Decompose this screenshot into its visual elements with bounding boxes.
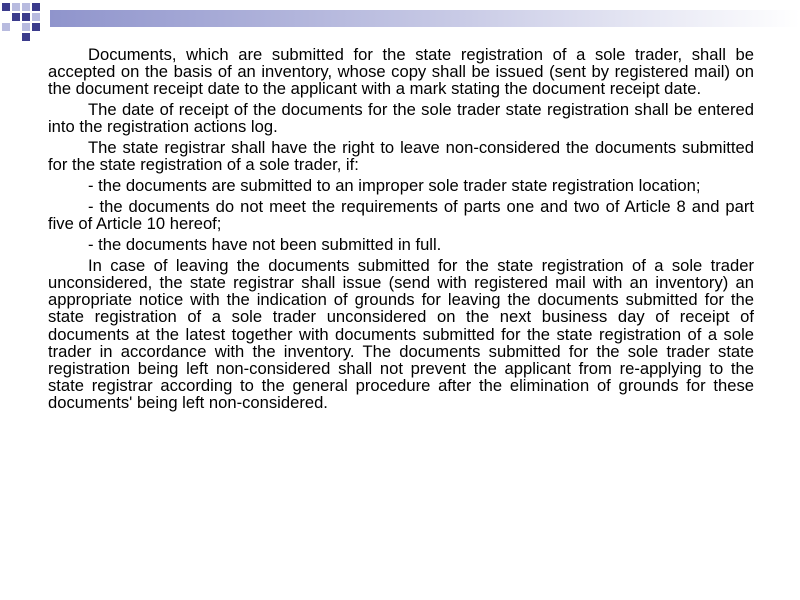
deco-square — [32, 13, 40, 21]
deco-square — [2, 3, 10, 11]
deco-square — [12, 13, 20, 21]
document-body — [48, 46, 754, 415]
deco-square — [22, 23, 30, 31]
deco-square — [12, 3, 20, 11]
paragraph: The state registrar shall have the right to leave non-considered the documents submitted for the state registration of a sole trader, if: — [48, 138, 754, 175]
paragraph: The date of receipt of the documents for the sole trader state registration shall be entered into the registration actions log. — [48, 100, 754, 137]
deco-square — [22, 13, 30, 21]
list-item: - the documents are submitted to an improper sole trader state registration location; — [88, 176, 701, 196]
header-decoration — [0, 0, 800, 48]
deco-square — [32, 3, 40, 11]
deco-square — [22, 3, 30, 11]
list-item: - the documents do not meet the requirements of parts one and two of Article 8 and part five of Article 10 hereof; — [48, 197, 754, 234]
deco-square — [22, 33, 30, 41]
list-item: - the documents have not been submitted in full. — [88, 235, 442, 254]
paragraph: In case of leaving the documents submitted for the state registration of a sole trader unconsidered, the state registrar shall issue (send with registered mail with an inventory) an appropriate notice with the indication of grounds for leaving the documents submitted for the state registration of a sole trader unconsidered on the next business day of receipt of documents at the latest together with documents submitted for the state registration of a sole trader in accordance with the inventory. The documents submitted for the sole trader state registration being left non-considered shall not prevent the applicant from re-applying to the state registrar according to the general procedure after the elimination of grounds for these documents' being left non-considered. — [48, 255, 754, 413]
deco-square — [32, 23, 40, 31]
header-gradient-band — [50, 10, 800, 27]
paragraph: Documents, which are submitted for the state registration of a sole trader, shall be accepted on the basis of an inventory, whose copy shall be issued (sent by registered mail) on the document receipt date to the applicant with a mark stating the document receipt date. — [48, 45, 754, 99]
deco-square — [2, 23, 10, 31]
